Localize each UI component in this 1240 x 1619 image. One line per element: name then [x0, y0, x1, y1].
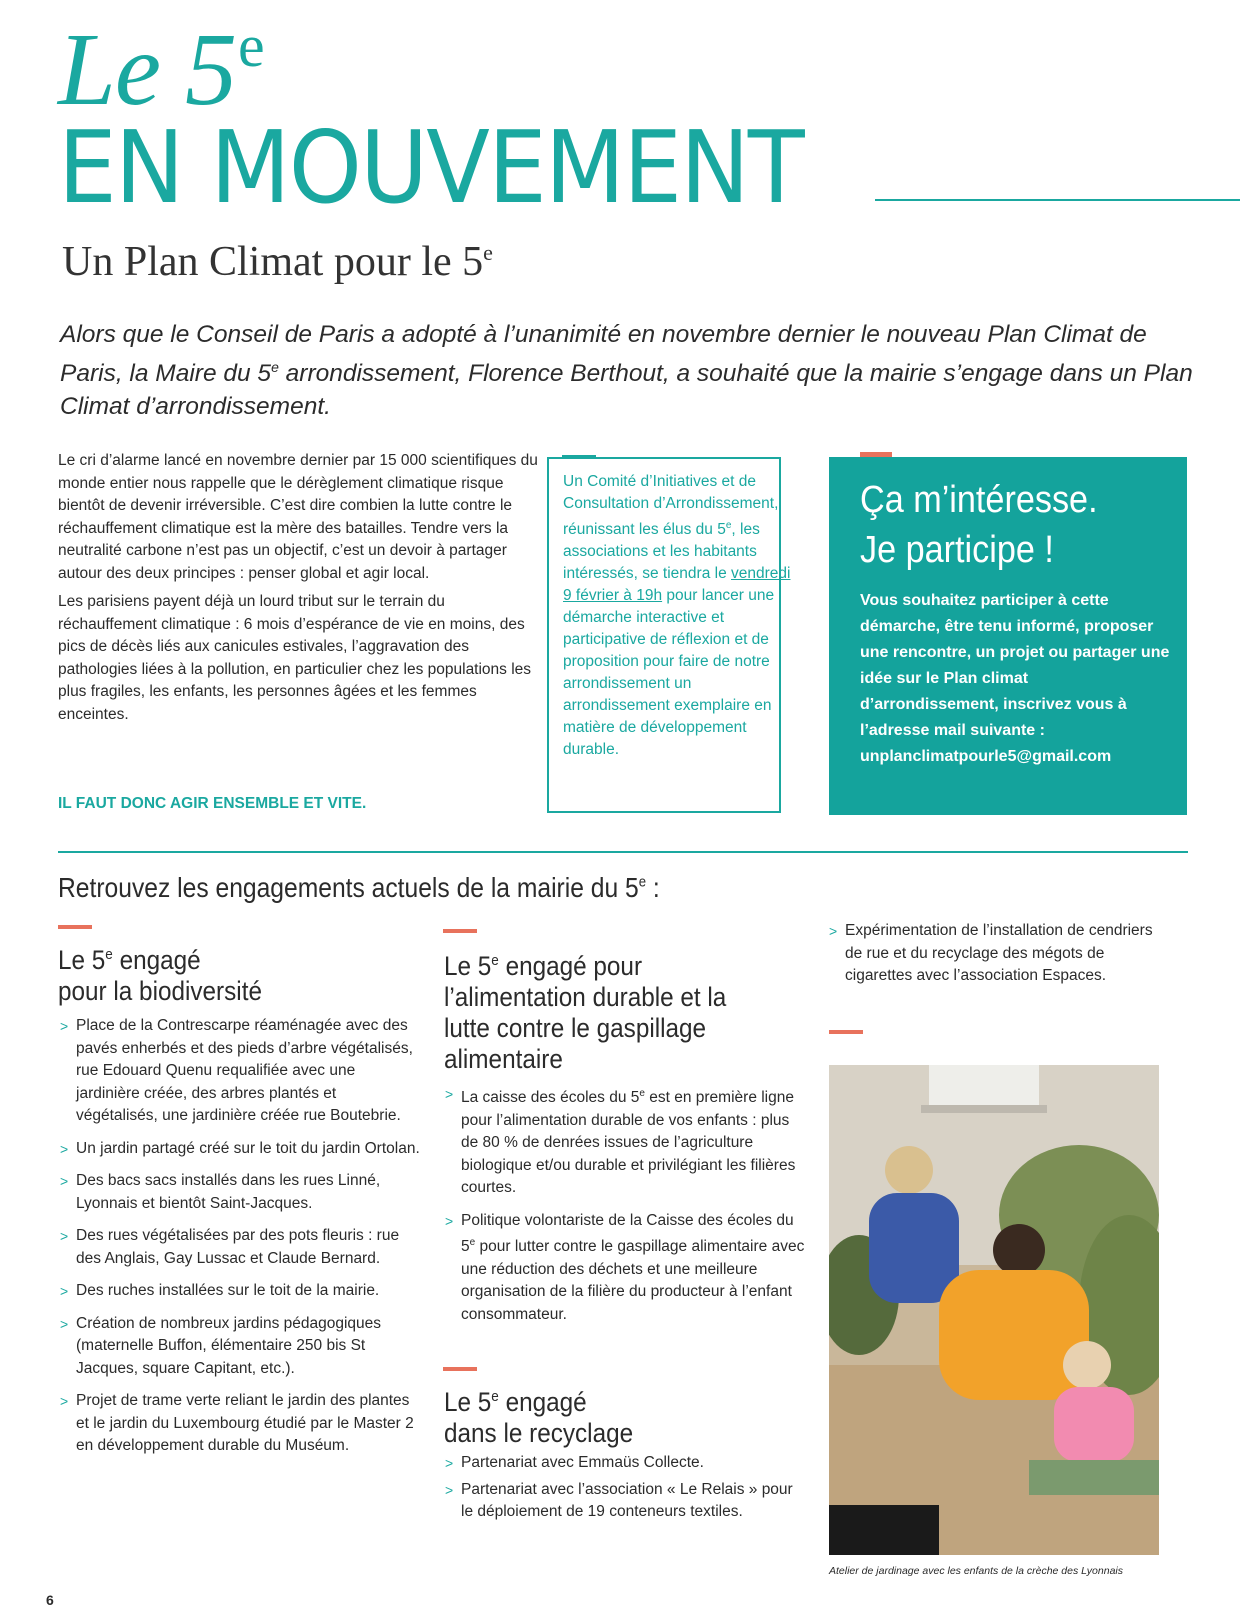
contact-email[interactable]: unplanclimatpourle5@gmail.com [860, 748, 1112, 765]
list-item: > Des rues végétalisées par des pots fleuris : rue des Anglais, Gay Lussac et Claude Bernard. [60, 1225, 420, 1270]
alimentation-heading: Le 5e engagé pour l’alimentation durable et la lutte contre le gaspillage alimentaire [444, 951, 727, 1074]
list-item: > Un jardin partagé créé sur le toit du jardin Ortolan. [60, 1138, 420, 1161]
biodiversite-list [60, 1015, 420, 1468]
intro-paragraph: Alors que le Conseil de Paris a adopté à l’unanimité en novembre dernier le nouveau Plan Climat de Paris, la Maire du 5e arrondissement, Florence Berthout, a souhaité que la mairie s’engage dans un Plan Climat d’arrondissement. [60, 321, 1193, 421]
list-item: > Expérimentation de l’installation de cendriers de rue et du recyclage des mégots de cigarettes avec l’association Espaces. [829, 920, 1169, 988]
photo-accent [829, 1030, 863, 1034]
page-number: 6 [46, 1592, 54, 1608]
list-item: > Des bacs sacs installés dans les rues Linné, Lyonnais et bientôt Saint-Jacques. [60, 1170, 420, 1215]
panel-text: Vous souhaitez participer à cette démarche, être tenu informé, proposer une rencontre, un projet ou partager une idée sur le Plan climat d’arrondissement, inscrivez vous à l’adresse mail suivante : unplanclimatpourle5@gmail.com [860, 592, 1170, 765]
col3-list [829, 920, 1169, 998]
section-divider [58, 851, 1188, 853]
alimentation-accent [443, 929, 477, 933]
comite-text: Un Comité d’Initiatives et de Consultation d’Arrondissement, réunissant les élus du 5e, les associations et les habitants intéressés, se tiendra le vendredi 9 février à 19h pour lancer une démarche interactive et participative de réflexion et de proposition pour faire de notre arrondissement un arrondissement exemplaire en matière de développement durable. [563, 473, 791, 759]
list-item: > Partenariat avec Emmaüs Collecte. [445, 1452, 805, 1475]
recyclage-list [445, 1452, 805, 1534]
list-item: > La caisse des écoles du 5e est en première ligne pour l’alimentation durable de vos enfants : plus de 80 % de denrées issues de l’agriculture biologique et/ou durable et privilégiant les filières courtes. [445, 1083, 805, 1200]
gardening-photo-illustration [829, 1065, 1159, 1555]
title-le5: Le 5e [58, 12, 264, 127]
alimentation-list [445, 1083, 805, 1336]
list-item: > Des ruches installées sur le toit de la mairie. [60, 1280, 420, 1303]
subtitle: Un Plan Climat pour le 5e [62, 239, 493, 285]
body-paragraph-1: Le cri d’alarme lancé en novembre dernier par 15 000 scientifiques du monde entier nous rappelle que le dérèglement climatique risque bientôt de devenir irréversible. C’est dire combien la lutte contre le réchauffement climatique est la mère des batailles. Tendre vers la neutralité carbone n’est pas un objectif, c’est un devoir à partager autour des deux principes : penser global et agir local. [58, 452, 538, 582]
list-item: > Politique volontariste de la Caisse des écoles du 5e pour lutter contre le gaspillage alimentaire avec une réduction des déchets et une meilleure organisation de la filière du producteur à l’enfant consommateur. [445, 1210, 805, 1327]
recyclage-accent [443, 1367, 477, 1371]
panel-accent-bar [860, 452, 892, 457]
list-item: > Projet de trame verte reliant le jardin des plantes et le jardin du Luxembourg étudié par le Master 2 en développement durable du Muséum. [60, 1390, 420, 1458]
list-item: > Partenariat avec l’association « Le Relais » pour le déploiement de 19 conteneurs textiles. [445, 1479, 805, 1524]
body-column [58, 450, 538, 732]
recyclage-heading: Le 5e engagé dans le recyclage [444, 1387, 634, 1448]
panel-title: Ça m’intéresse. Je participe ! [860, 479, 1098, 571]
comite-accent-bar [562, 455, 596, 459]
call-to-action: IL FAUT DONC AGIR ENSEMBLE ET VITE. [58, 795, 367, 812]
page-title: EN MOUVEMENT [58, 109, 803, 226]
list-item: > Création de nombreux jardins pédagogiques (maternelle Buffon, élémentaire 250 bis St Jacques, square Capitant, etc.). [60, 1313, 420, 1381]
section-title: Retrouvez les engagements actuels de la mairie du 5e : [58, 872, 660, 903]
biodiversite-accent [58, 925, 92, 929]
title-divider [875, 199, 1240, 201]
biodiversite-heading: Le 5e engagé pour la biodiversité [58, 945, 262, 1006]
body-paragraph-2: Les parisiens payent déjà un lourd tribut sur le terrain du réchauffement climatique : 6 mois d’espérance de vie en moins, des pics de décès liés aux canicules estivales, l’aggravation des pathologies liées à la pollution, en particulier chez les populations les plus fragiles, les enfants, les personnes âgées et les femmes enceintes. [58, 593, 532, 723]
gardening-photo [829, 1065, 1159, 1555]
meeting-date: vendredi 9 février à 19h [563, 565, 791, 605]
list-item: > Place de la Contrescarpe réaménagée avec des pavés enherbés et des pieds d’arbre végétalisés, rue Edouard Quenu requalifiée avec une jardinière créée, des arbres plantés et végétalisés, une jardinière créée rue Boutebrie. [60, 1015, 420, 1128]
photo-caption: Atelier de jardinage avec les enfants de la crèche des Lyonnais [829, 1565, 1123, 1577]
